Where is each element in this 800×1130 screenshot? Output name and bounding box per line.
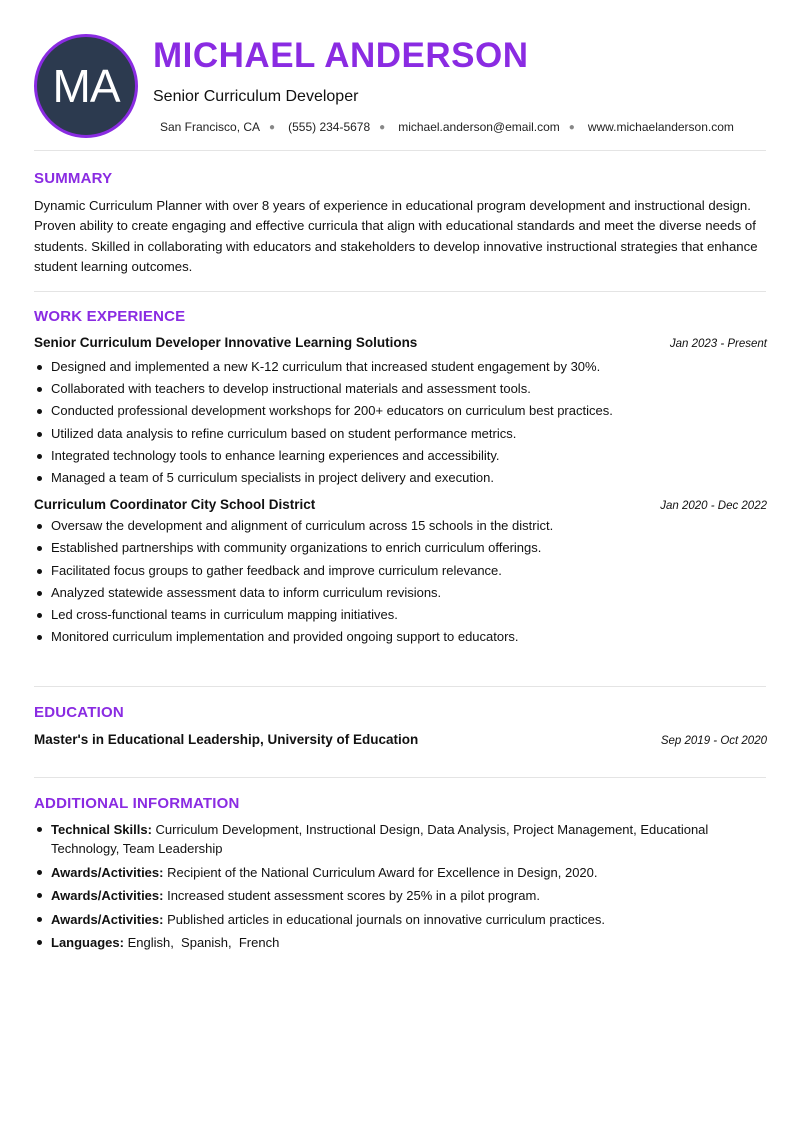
location: San Francisco, CA — [160, 120, 261, 134]
list-item — [34, 910, 767, 929]
job-bullets — [34, 356, 767, 489]
phone: (555) 234-5678 — [288, 120, 371, 134]
section-heading: SUMMARY — [34, 170, 113, 187]
divider — [34, 686, 766, 687]
contact-line — [160, 120, 734, 134]
separator-dot: ● — [379, 121, 386, 133]
item-label: Awards/Activities: — [51, 911, 164, 927]
item-text: Published articles in educational journals on innovative curriculum practices. — [163, 911, 605, 927]
job-date: Jan 2020 - Dec 2022 — [660, 500, 767, 513]
item-text: Curriculum Development, Instructional Design, Data Analysis, Project Management, Educational Technology, Team Leadership — [51, 822, 709, 856]
degree: Master's in Educational Leadership, University of Education — [34, 732, 419, 747]
website-link[interactable]: www.michaelanderson.com — [587, 120, 734, 134]
list-item: Utilized data analysis to refine curriculum based on student performance metrics. — [34, 423, 767, 445]
divider — [34, 777, 766, 778]
list-item: Integrated technology tools to enhance learning experiences and accessibility. — [34, 445, 767, 467]
item-text: English, Spanish, French — [123, 935, 280, 950]
candidate-name: MICHAEL ANDERSON — [153, 36, 529, 75]
list-item: Designed and implemented a new K-12 curriculum that increased student engagement by 30%. — [34, 356, 767, 378]
experience-section — [34, 308, 767, 648]
list-item: Analyzed statewide assessment data to inform curriculum revisions. — [34, 582, 767, 604]
separator-dot: ● — [269, 121, 276, 133]
additional-list — [34, 820, 767, 952]
list-item — [34, 863, 767, 882]
item-label: Technical Skills: — [51, 822, 152, 837]
item-label: Awards/Activities: — [51, 864, 164, 880]
section-heading: EDUCATION — [34, 704, 124, 721]
degree-row — [34, 732, 767, 747]
summary-text: Dynamic Curriculum Planner with over 8 years of experience in educational program development and instructional design. Proven ability to create engaging and effective curricula that align with educational standards and meet the diverse needs of students. Skilled in collaborating with educators and stakeholders to develop innovative instructional strategies that enhance student learning outcomes. — [34, 198, 758, 274]
job-title: Senior Curriculum Developer — [153, 88, 359, 105]
list-item: Oversaw the development and alignment of curriculum across 15 schools in the district. — [34, 515, 767, 537]
list-item: Monitored curriculum implementation and provided ongoing support to educators. — [34, 626, 767, 648]
list-item: Facilitated focus groups to gather feedback and improve curriculum relevance. — [34, 560, 767, 582]
avatar: MA — [34, 34, 138, 138]
summary-section — [34, 170, 767, 277]
job-date: Jan 2023 - Present — [669, 338, 767, 350]
additional-section — [34, 795, 767, 957]
list-item — [34, 933, 767, 952]
job-role: Curriculum Coordinator City School District — [34, 497, 316, 513]
list-item: Collaborated with teachers to develop instructional materials and assessment tools. — [34, 378, 767, 400]
job-bullets — [34, 515, 767, 648]
item-text: Recipient of the National Curriculum Award for Excellence in Design, 2020. — [163, 864, 598, 880]
section-heading: WORK EXPERIENCE — [34, 308, 186, 325]
item-label: Awards/Activities: — [51, 888, 164, 903]
separator-dot: ● — [568, 121, 575, 133]
list-item: Conducted professional development workshops for 200+ educators on curriculum best practices. — [34, 400, 767, 422]
divider — [34, 150, 766, 151]
list-item: Established partnerships with community organizations to enrich curriculum offerings. — [34, 537, 767, 559]
list-item — [34, 886, 767, 905]
job-header — [34, 335, 767, 350]
divider — [34, 291, 766, 292]
job-header — [34, 497, 767, 512]
item-text: Increased student assessment scores by 25% in a pilot program. — [163, 888, 540, 903]
section-heading: ADDITIONAL INFORMATION — [34, 795, 240, 812]
education-date: Sep 2019 - Oct 2020 — [660, 735, 767, 747]
job-role: Senior Curriculum Developer Innovative Learning Solutions — [34, 335, 418, 350]
list-item: Managed a team of 5 curriculum specialists in project delivery and execution. — [34, 467, 767, 489]
email-link[interactable]: michael.anderson@email.com — [398, 120, 560, 134]
item-label: Languages: — [51, 935, 124, 950]
education-section — [34, 704, 767, 747]
list-item: Led cross-functional teams in curriculum mapping initiatives. — [34, 604, 767, 626]
list-item — [34, 820, 767, 858]
